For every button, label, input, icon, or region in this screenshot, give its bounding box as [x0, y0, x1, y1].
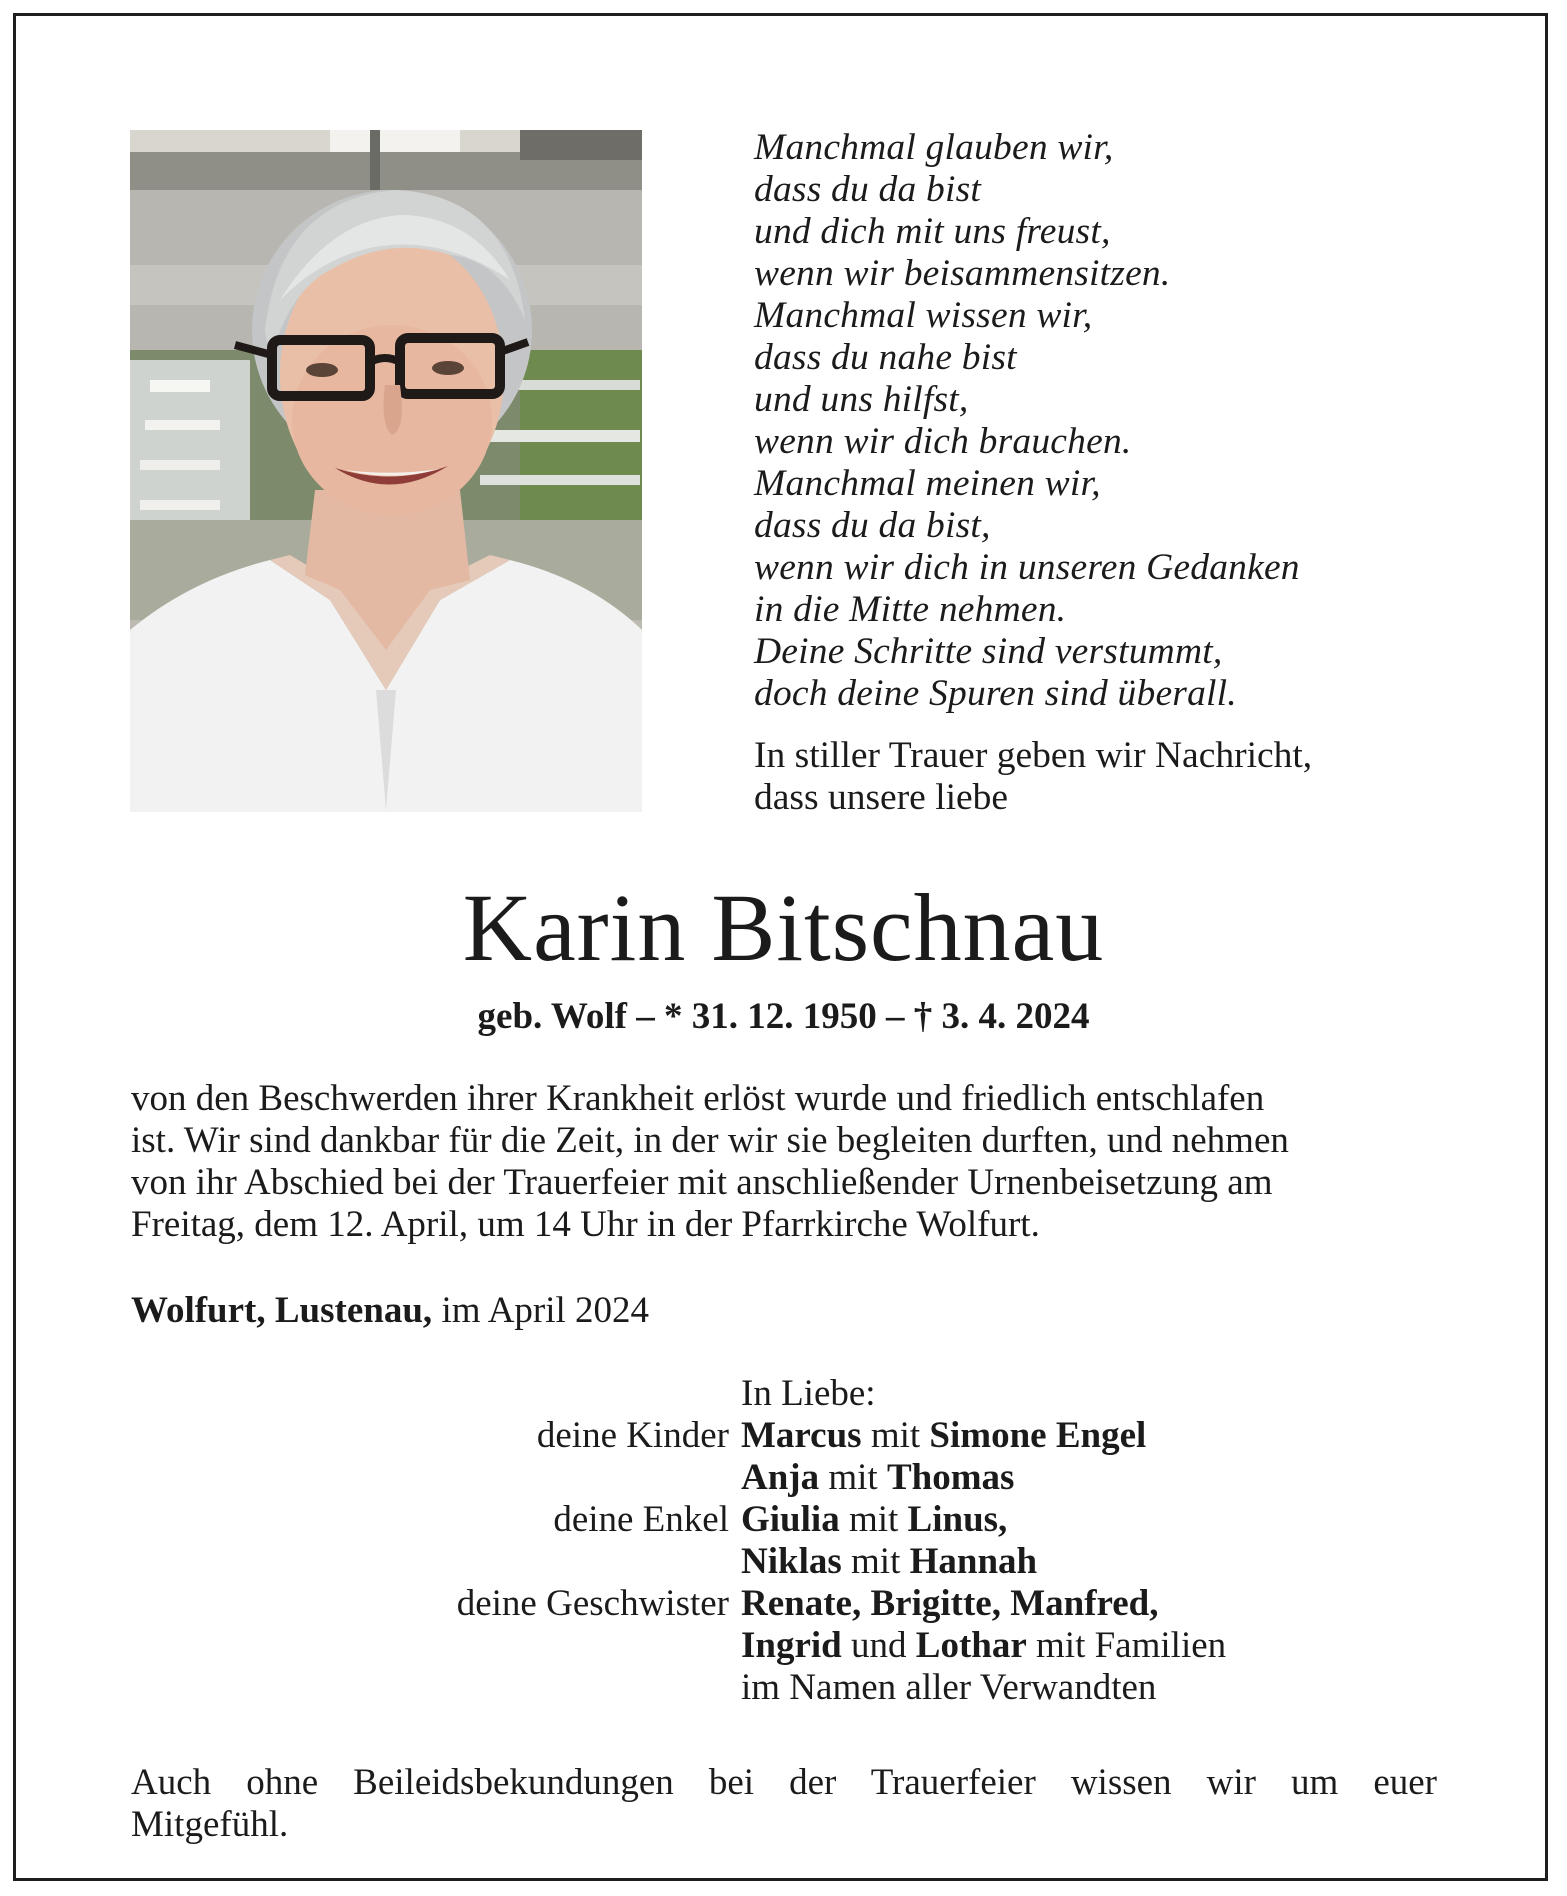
- poem-line: Manchmal glauben wir,: [754, 127, 1114, 168]
- person-name: Niklas: [741, 1541, 842, 1582]
- poem-line: Manchmal meinen wir,: [754, 463, 1101, 504]
- family-heading: In Liebe:: [741, 1373, 876, 1414]
- closing-line: Mitgefühl.: [131, 1804, 289, 1845]
- family-row: [131, 1583, 1471, 1625]
- body-line: von den Beschwerden ihrer Krankheit erlöst wurde und friedlich entschlafen: [131, 1078, 1265, 1119]
- body-line: Freitag, dem 12. April, um 14 Uhr in der Pfarrkirche Wolfurt.: [131, 1204, 1040, 1245]
- person-name: Renate, Brigitte, Manfred,: [741, 1583, 1159, 1624]
- person-name: Anja: [741, 1457, 820, 1498]
- intro-line: dass unsere liebe: [754, 777, 1009, 818]
- poem: [754, 127, 1474, 715]
- poem-line: wenn wir dich brauchen.: [754, 421, 1132, 462]
- relation-label: deine Geschwister: [456, 1583, 729, 1624]
- connector: mit: [851, 1541, 901, 1582]
- family-list: [131, 1373, 1471, 1709]
- person-name: Lothar: [915, 1625, 1027, 1666]
- closing-note: [131, 1762, 1437, 1846]
- deceased-name: Karin Bitschnau: [462, 874, 1105, 981]
- intro-text: [754, 735, 1474, 819]
- person-name: Giulia: [741, 1499, 840, 1540]
- connector: mit: [828, 1457, 878, 1498]
- family-row: [131, 1415, 1471, 1457]
- poem-line: wenn wir dich in unseren Gedanken: [754, 547, 1300, 588]
- relation-label: deine Enkel: [553, 1499, 729, 1540]
- poem-line: Deine Schritte sind verstummt,: [754, 631, 1223, 672]
- connector: mit: [848, 1499, 899, 1540]
- person-name: Thomas: [886, 1457, 1015, 1498]
- relation-label: [131, 1457, 741, 1499]
- poem-line: Manchmal wissen wir,: [754, 295, 1093, 336]
- family-row: [131, 1541, 1471, 1583]
- poem-line: dass du da bist: [754, 169, 981, 210]
- body-line: von ihr Abschied bei der Trauerfeier mit anschließender Urnenbeisetzung am: [131, 1162, 1273, 1203]
- family-row: [131, 1667, 1471, 1709]
- month-year: im April 2024: [441, 1290, 650, 1331]
- connector: mit: [870, 1415, 921, 1456]
- relation-label: [131, 1667, 741, 1709]
- body-line: ist. Wir sind dankbar für die Zeit, in der wir sie begleiten durften, und nehmen: [131, 1120, 1289, 1161]
- person-name: Simone Engel: [929, 1415, 1147, 1456]
- person-name: Hannah: [909, 1541, 1038, 1582]
- relatives-note: im Namen aller Verwandten: [741, 1667, 1157, 1708]
- connector: und: [851, 1625, 907, 1666]
- poem-line: dass du da bist,: [754, 505, 991, 546]
- connector: mit Familien: [1036, 1625, 1227, 1666]
- place-names: Wolfurt, Lustenau,: [131, 1290, 433, 1331]
- poem-line: in die Mitte nehmen.: [754, 589, 1067, 630]
- announcement-body: [131, 1078, 1437, 1246]
- portrait-photo: [130, 130, 642, 812]
- family-row: [131, 1457, 1471, 1499]
- place-date: [131, 1290, 1331, 1332]
- person-name: Linus,: [907, 1499, 1008, 1540]
- person-name: Marcus: [741, 1415, 862, 1456]
- relation-label: [131, 1541, 741, 1583]
- life-dates: geb. Wolf – * 31. 12. 1950 – † 3. 4. 2024: [477, 996, 1090, 1037]
- poem-line: und dich mit uns freust,: [754, 211, 1111, 252]
- relation-label: deine Kinder: [536, 1415, 729, 1456]
- family-row: [131, 1625, 1471, 1667]
- family-row: [131, 1499, 1471, 1541]
- family-heading-row: [131, 1373, 1471, 1415]
- person-name: Ingrid: [741, 1625, 842, 1666]
- poem-line: dass du nahe bist: [754, 337, 1017, 378]
- poem-line: wenn wir beisammensitzen.: [754, 253, 1171, 294]
- intro-line: In stiller Trauer geben wir Nachricht,: [754, 735, 1313, 776]
- relation-label: [131, 1625, 741, 1667]
- closing-line: Auch ohne Beileidsbekundungen bei der Trauerfeier wissen wir um euer: [131, 1762, 1437, 1803]
- poem-line: und uns hilfst,: [754, 379, 969, 420]
- poem-line: doch deine Spuren sind überall.: [754, 673, 1237, 714]
